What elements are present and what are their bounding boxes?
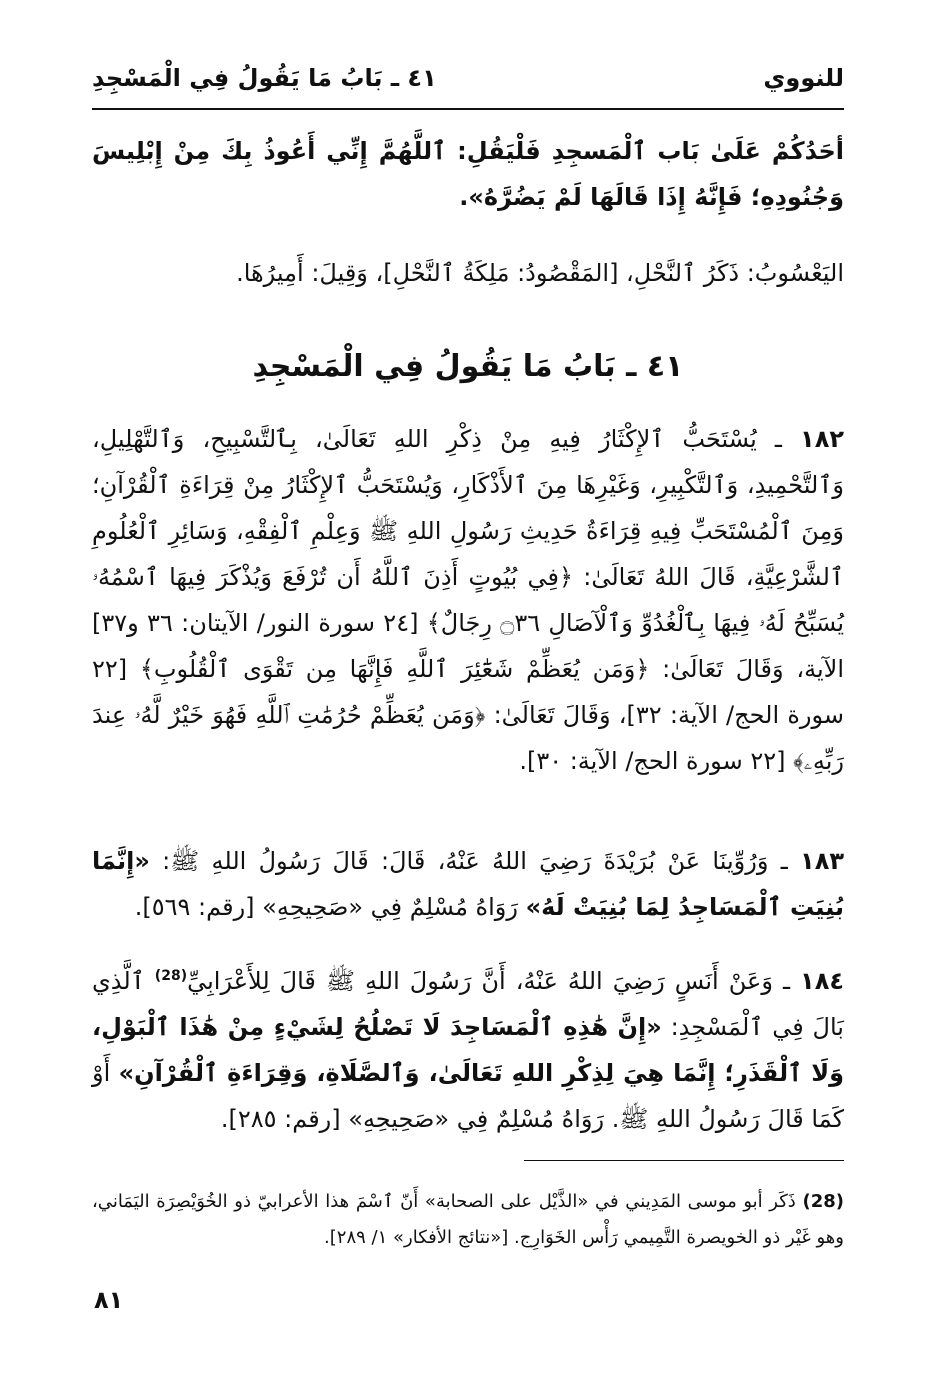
intro-paragraph: أحَدُكُمْ عَلَىٰ بَاب ٱلْمَسجِدِ فَلْيَقُلِ: ٱللَّهُمَّ إِنِّي أَعُوذُ بِكَ مِنْ إِبْلِيسَ وَجُنُودِهِ؛ فَإِنَّهُ إِذَا قَالَهَا لَمْ يَضُرَّهُ». (92, 137, 844, 211)
paragraph-text: رَوَاهُ مُسْلِمٌ فِي «صَحِيحِهِ» [رقم: ٥٦٩]. (134, 893, 526, 921)
paragraph-number: ١٨٤ (800, 967, 844, 995)
paragraph-text: أَوْ كَمَا قَالَ رَسُولُ اللهِ ﷺ. رَوَاهُ مُسْلِمٌ فِي «صَحِيحِهِ» [رقم: ٢٨٥]. (92, 1059, 844, 1133)
footnote (92, 1184, 844, 1256)
paragraph-number: ١٨٢ (800, 425, 844, 453)
footnote-text: ذَكَر أبو موسى المَدِيني في «الذَّيْل على الصحابة» أَنّ ٱسْمَ هذا الأعرابيّ ذو الخُوَيْصِرَة اليَمَاني، وهو غَيْر ذو الخويصرة التَّمِيمي رَأْس الخَوَارِج. [«نتائج الأفكار» ١/ ٢٨٩]. (92, 1191, 844, 1248)
paragraph-text: ـ يُسْتَحَبُّ ٱلإِكْثَارُ فِيهِ مِنْ ذِكْرِ اللهِ تَعَالَىٰ، بِٱلتَّسْبِيحِ، وَٱلتَّهْلِيلِ، وَٱلتَّحْمِيدِ، وَٱلتَّكْبِيرِ، وَغَيْرِهَا مِنَ ٱلأَذْكَارِ، وَيُسْتَحَبُّ ٱلإِكْثَارُ مِنْ قِرَاءَةِ ٱلْقُرْآنِ؛ وَمِنَ ٱلْمُسْتَحَبِّ فِيهِ قِرَاءَةُ حَدِيثِ رَسُولِ اللهِ ﷺ وَعِلْمِ ٱلْفِقْهِ، وَسَائِرِ ٱلْعُلُومِ ٱلشَّرْعِيَّةِ، قَالَ اللهُ تَعَالَىٰ: ﴿فِي بُيُوتٍ أَذِنَ ٱللَّهُ أَن تُرْفَعَ وَيُذْكَرَ فِيهَا ٱسْمُهُۥ يُسَبِّحُ لَهُۥ فِيهَا بِٱلْغُدُوِّ وَٱلْآصَالِ ۝٣٦ رِجَالٌ﴾ [٢٤ سورة النور/ الآيتان: ٣٦ و٣٧] الآية، وَقَالَ تَعَالَىٰ: ﴿وَمَن يُعَظِّمْ شَعَٰٓئِرَ ٱللَّهِ فَإِنَّهَا مِن تَقْوَى ٱلْقُلُوبِ﴾ [٢٢ سورة الحج/ الآية: ٣٢]، وَقَالَ تَعَالَىٰ: ﴿وَمَن يُعَظِّمْ حُرُمَٰتِ ٱللَّهِ فَهُوَ خَيْرٌ لَّهُۥ عِندَ رَبِّهِۦ﴾ [٢٢ سورة الحج/ الآية: ٣٠]. (92, 425, 844, 775)
paragraph-text: ـ وَعَنْ أَنَسٍ رَضِيَ اللهُ عَنْهُ، أَنَّ رَسُولَ اللهِ ﷺ قَالَ لِلأَعْرَابِيِّ (187, 967, 801, 995)
footnote-number: (28) (802, 1191, 844, 1212)
header-book-title: للنووي (763, 64, 844, 92)
header-chapter-title: ٤١ ـ بَابُ مَا يَقُولُ فِي الْمَسْجِدِ (92, 64, 437, 92)
header-divider (92, 108, 844, 110)
gloss-paragraph: اليَعْسُوبُ: ذَكَرُ ٱلنَّحْلِ، [المَقْصُودُ: مَلِكَةُ ٱلنَّحْلِ]، وَقِيلَ: أَمِيرُهَا. (236, 259, 844, 287)
page-number: ٨١ (94, 1286, 124, 1314)
paragraph-183 (92, 838, 844, 930)
paragraph-number: ١٨٣ (800, 847, 844, 875)
hadith-quote: «إِنَّمَا بُنِيَتِ ٱلْمَسَاجِدُ لِمَا بُنِيَتْ لَهُ» (92, 847, 844, 921)
section-title: ٤١ ـ بَابُ مَا يَقُولُ فِي الْمَسْجِدِ (252, 349, 684, 384)
footnote-divider (524, 1160, 844, 1161)
paragraph-text: ـ وَرُوِّينَا عَنْ بُرَيْدَةَ رَضِيَ اللهُ عَنْهُ، قَالَ: قَالَ رَسُولُ اللهِ ﷺ: (149, 847, 801, 875)
paragraph-184 (92, 958, 844, 1142)
paragraph-182 (92, 416, 844, 784)
paragraph-text: ٱلَّذِي بَالَ فِي ٱلْمَسْجِدِ: (92, 967, 844, 1041)
running-header (92, 58, 844, 104)
footnote-marker[interactable]: (28) (154, 968, 188, 984)
hadith-quote: «إِنَّ هَٰذِهِ ٱلْمَسَاجِدَ لَا تَصْلُحُ لِشَيْءٍ مِنْ هَٰذَا ٱلْبَوْلِ، وَلَا ٱلْقَذَرِ؛ إِنَّمَا هِيَ لِذِكْرِ اللهِ تَعَالَىٰ، وَٱلصَّلَاةِ، وَقِرَاءَةِ ٱلْقُرْآنِ» (92, 1013, 844, 1087)
